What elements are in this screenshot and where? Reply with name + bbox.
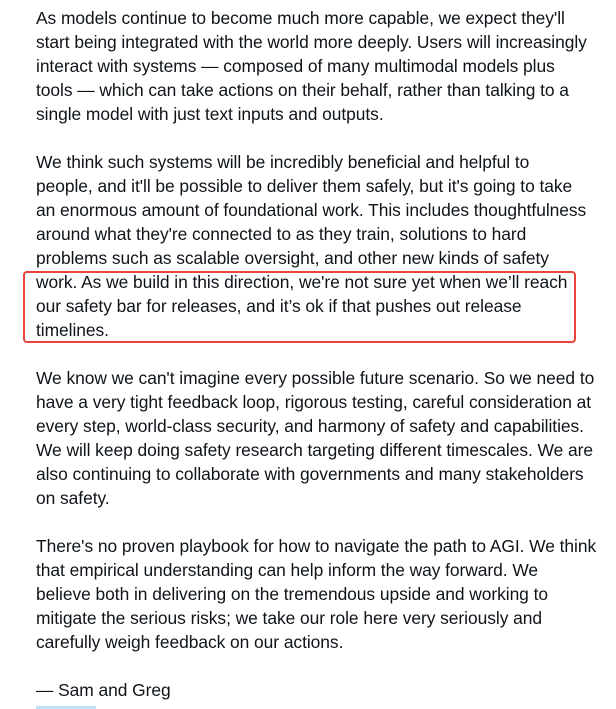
paragraph-4 (36, 534, 608, 654)
red-highlight-box (23, 271, 576, 343)
text-line: interact with systems — composed of many multimodal models plus (36, 56, 555, 76)
text-line: an enormous amount of foundational work. This includes thoughtfulness (36, 200, 587, 220)
text-line: carefully weigh feedback on our actions. (36, 632, 344, 652)
text-line: every step, world-class security, and harmony of safety and capabilities. (36, 416, 584, 436)
paragraph-3 (36, 366, 608, 510)
paragraph-1 (36, 6, 608, 126)
highlighted-text-line: timelines. (36, 320, 109, 340)
paragraph-gap (36, 654, 608, 678)
highlighted-text-line: our safety bar for releases, and it’s ok if that pushes out release (36, 296, 522, 316)
text-line: also continuing to collaborate with governments and many stakeholders (36, 464, 584, 484)
text-line: around what they're connected to as they train, solutions to hard (36, 224, 527, 244)
text-line: on safety. (36, 488, 110, 508)
text-line: believe both in delivering on the tremendous upside and working to (36, 584, 548, 604)
signature: — Sam and Greg (36, 680, 171, 700)
text-line: We will keep doing safety research targeting different timescales. We are (36, 440, 593, 460)
text-line: tools — which can take actions on their behalf, rather than talking to a (36, 80, 569, 100)
text-line: people, and it'll be possible to deliver them safely, but it's going to take (36, 176, 573, 196)
text-line: We think such systems will be incredibly beneficial and helpful to (36, 152, 530, 172)
text-line: single model with just text inputs and outputs. (36, 104, 384, 124)
paragraph-gap (36, 342, 608, 366)
paragraph-gap (36, 126, 608, 150)
text-line: that empirical understanding can help inform the way forward. We (36, 560, 539, 580)
post-body (36, 6, 608, 702)
text-line: mitigate the serious risks; we take our role here very seriously and (36, 608, 542, 628)
text-line: There's no proven playbook for how to navigate the path to AGI. We think (36, 536, 597, 556)
text-line: start being integrated with the world more deeply. Users will increasingly (36, 32, 587, 52)
paragraph-gap (36, 510, 608, 534)
text-line: have a very tight feedback loop, rigorous testing, careful consideration at (36, 392, 592, 412)
text-line: problems such as scalable oversight, and other new kinds of safety (36, 248, 549, 268)
text-line: We know we can't imagine every possible future scenario. So we need to (36, 368, 595, 388)
highlighted-text-line: work. As we build in this direction, we're not sure yet when we’ll reach (36, 272, 568, 292)
text-line: As models continue to become much more capable, we expect they'll (36, 8, 565, 28)
